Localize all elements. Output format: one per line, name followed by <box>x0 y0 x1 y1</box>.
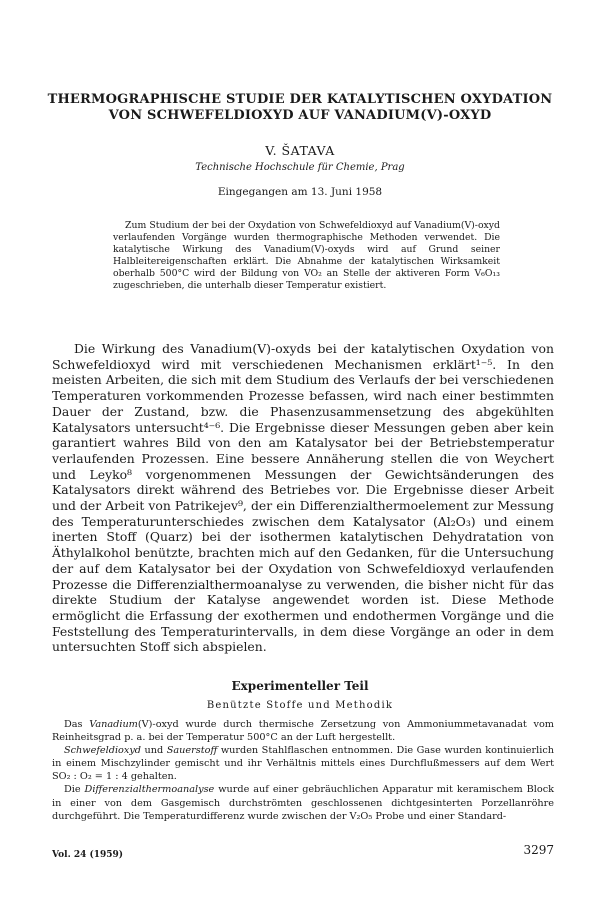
method-paragraph <box>52 718 554 744</box>
method-paragraph <box>52 744 554 783</box>
method-paragraph <box>52 783 554 822</box>
introduction <box>52 341 554 655</box>
method-lead: Die <box>64 784 85 796</box>
author-affiliation: Technische Hochschule für Chemie, Prag <box>195 162 405 173</box>
page-number: 3297 <box>523 843 554 857</box>
received-date: Eingegangen am 13. Juni 1958 <box>217 186 383 198</box>
method-term: Differenzialthermoanalyse <box>84 784 215 796</box>
paper-title <box>30 92 570 124</box>
methods-text <box>52 718 554 823</box>
method-term: Schwefeldioxyd <box>64 745 142 757</box>
intro-paragraph: Die Wirkung des Vanadium(V)-oxyds bei der katalytischen Oxydation von Schwefeldioxyd wird mit verschiedenen Mechanismen erklärt¹⁻⁵. In den meisten Arbeiten, die sich mit dem Studium des Verlaufs der bei verschiedenen Temperaturen vorkommenden Prozesse befassen, wird nach einer bestimmten Dauer der Zustand, bzw. die Phasenzusammensetzung des abgekühlten Katalysators untersucht⁴⁻⁶. Die Ergebnisse dieser Messungen geben aber kein garantiert wahres Bild von den am Katalysator bei der Betriebstemperatur verlaufenden Prozessen. Eine bessere Annäherung stellen die von Weychert und Leyko⁸ vorgenommenen Messungen der Gewichtsänderungen des Katalysators direkt während des Betriebes vor. Die Ergebnisse dieser Arbeit und der Arbeit von Patrikejev⁹, der ein Differenzialthermoelement zur Messung des Temperaturunterschiedes zwischen dem Katalysator (Al₂O₃) und einem inerten Stoff (Quarz) bei der isothermen katalytischen Dehydratation von Äthylalkohol benützte, brachten mich auf den Gedanken, für die Untersuchung der auf dem Katalysator bei der Oxydation von Schwefeldioxyd verlaufenden Prozesse die Differenzialthermoanalyse zu verwenden, die bisher nicht für das direkte Studium der Katalyse angewendet worden ist. Diese Methode ermöglicht die Erfassung der exothermen und endothermen Vorgänge und die Feststellung des Temperaturintervalls, in dem diese Vorgänge an oder in dem untersuchten Stoff sich abspielen. <box>52 341 554 655</box>
method-mid: und <box>141 745 167 757</box>
journal-volume: Vol. 24 (1959) <box>52 850 124 860</box>
section-title: Experimenteller Teil <box>231 679 369 693</box>
subsection-title: Benützte Stoffe und Methodik <box>206 700 394 711</box>
abstract-text: Zum Studium der bei der Oxydation von Schwefeldioxyd auf Vanadium(V)-oxyd verlaufenden Vorgänge wurden thermographische Methoden verwendet. Die katalytische Wirkung des Vanadium(V)-oxyds wird auf Grund seiner Halbleitereigenschaften erklärt. Die Abnahme der katalytischen Wirksamkeit oberhalb 500°C wird der Bildung von VO₂ an Stelle der aktiveren Form V₆O₁₃ zugeschrieben, die unterhalb dieser Temperatur existiert. <box>113 220 500 292</box>
author-name: V. ŠATAVA <box>265 143 335 158</box>
method-rest: (V)-oxyd wurde durch thermische Zersetzung von Ammoniummetavanadat vom Reinheitsgrad p. a. bei der Temperatur 500°C an der Luft hergestellt. <box>52 719 554 744</box>
abstract <box>113 220 500 293</box>
method-rest: wurden Stahlflaschen entnommen. Die Gase wurden kontinuierlich in einem Mischzylinder gemischt und ihr Verhältnis mittels eines Durchflußmessers auf dem Wert SO₂ : O₂ = 1 : 4 gehalten. <box>52 745 554 783</box>
title-line-1: THERMOGRAPHISCHE STUDIE DER KATALYTISCHEN OXYDATION <box>47 92 553 107</box>
title-line-2: VON SCHWEFELDIOXYD AUF VANADIUM(V)-OXYD <box>108 108 492 123</box>
method-rest: wurde auf einer gebräuchlichen Apparatur mit keramischem Block in einer von dem Gasgemisch durchströmten geschlossenen dichtgesinterten Porzellanröhre durchgeführt. Die Temperaturdifferenz wurde zwischen der V₂O₅ Probe und einer Standard- <box>52 784 554 822</box>
method-term: Sauerstoff <box>166 745 218 757</box>
method-term: Vanadium <box>89 719 138 730</box>
method-lead: Das <box>64 719 90 730</box>
